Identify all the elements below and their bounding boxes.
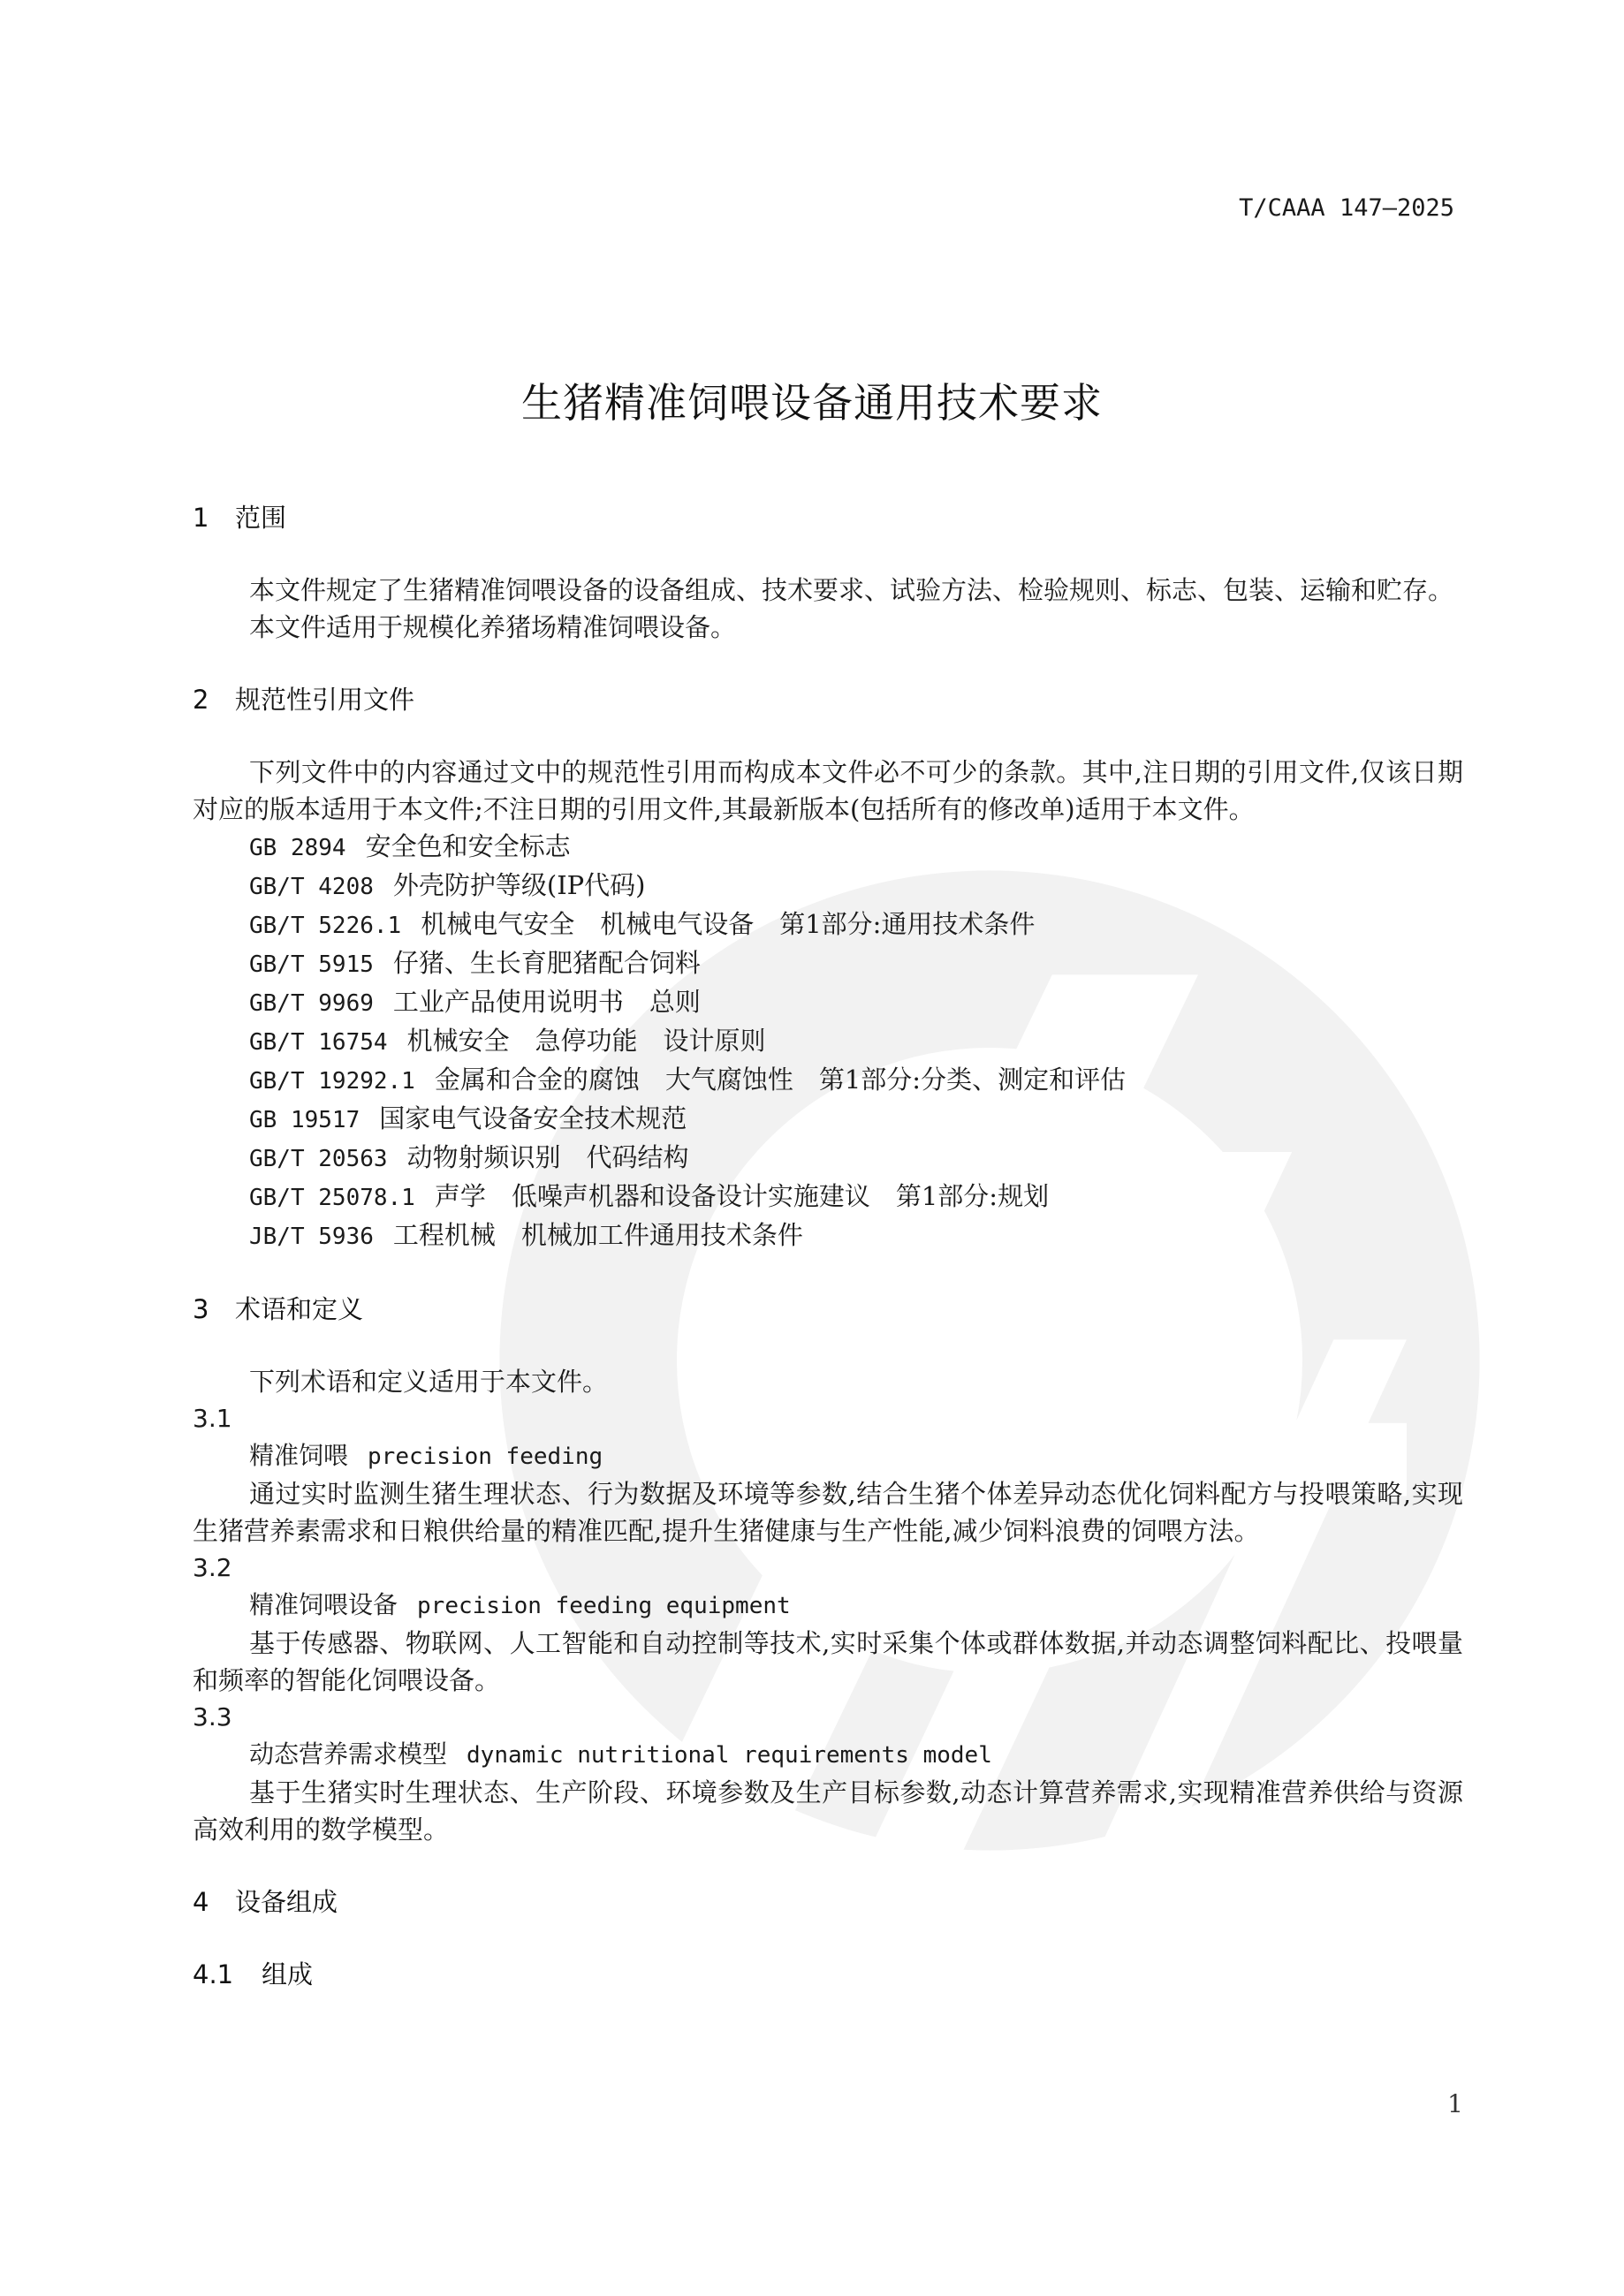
paragraph: 本文件适用于规模化养猪场精准饲喂设备。	[249, 612, 737, 642]
section-title: 规范性引用文件	[235, 685, 415, 715]
reference-code: GB 19517	[249, 1107, 360, 1133]
reference-item	[193, 1178, 1463, 1216]
term-name-zh: 精准饲喂	[249, 1441, 349, 1470]
reference-name: 安全色和安全标志	[365, 831, 571, 861]
subsection-number: 4.1	[193, 1959, 234, 1989]
reference-name: 工业产品使用说明书 总则	[392, 987, 701, 1017]
reference-item	[193, 906, 1463, 944]
reference-item	[193, 1139, 1463, 1178]
term-name-en: dynamic nutritional requirements model	[467, 1742, 992, 1769]
reference-item	[193, 1216, 1463, 1255]
term-entry	[193, 1550, 1463, 1699]
reference-list	[193, 828, 1463, 1255]
section-title: 设备组成	[235, 1887, 338, 1917]
reference-name: 金属和合金的腐蚀 大气腐蚀性 第1部分:分类、测定和评估	[434, 1065, 1127, 1095]
reference-code: GB/T 19292.1	[249, 1068, 415, 1095]
term-definition: 基于生猪实时生理状态、生产阶段、环境参数及生产目标参数,动态计算营养需求,实现精准营养供给与资源高效利用的数学模型。	[193, 1777, 1463, 1845]
term-entry	[193, 1699, 1463, 1848]
term-name	[193, 1437, 1463, 1475]
subsection-title: 组成	[262, 1959, 314, 1989]
reference-name: 声学 低噪声机器和设备设计实施建议 第1部分:规划	[434, 1181, 1050, 1211]
reference-name: 机械电气安全 机械电气设备 第1部分:通用技术条件	[421, 909, 1036, 939]
reference-name: 仔猪、生长育肥猪配合饲料	[392, 948, 701, 978]
reference-code: GB/T 25078.1	[249, 1185, 415, 1211]
reference-code: GB/T 5915	[249, 951, 374, 978]
reference-item	[193, 983, 1463, 1022]
reference-name: 工程机械 机械加工件通用技术条件	[392, 1220, 803, 1250]
page-number: 1	[1447, 2089, 1463, 2118]
section-number: 1	[193, 503, 209, 533]
section-heading-2	[193, 681, 1463, 718]
reference-item	[193, 828, 1463, 867]
term-name-en: precision feeding equipment	[417, 1593, 791, 1619]
section-number: 2	[193, 685, 209, 715]
paragraph: 本文件规定了生猪精准饲喂设备的设备组成、技术要求、试验方法、检验规则、标志、包装、运输和贮存。	[249, 575, 1454, 605]
reference-code: JB/T 5936	[249, 1224, 374, 1250]
reference-item	[193, 1100, 1463, 1139]
reference-name: 国家电气设备安全技术规范	[379, 1103, 687, 1133]
reference-item	[193, 867, 1463, 906]
reference-code: GB/T 4208	[249, 874, 374, 900]
reference-code: GB/T 16754	[249, 1029, 388, 1056]
term-number: 3.1	[193, 1404, 232, 1433]
reference-name: 机械安全 急停功能 设计原则	[406, 1026, 766, 1056]
subsection-heading-4-1	[193, 1956, 1463, 1993]
term-name-zh: 精准饲喂设备	[249, 1590, 398, 1619]
term-entry	[193, 1400, 1463, 1550]
reference-item	[193, 1061, 1463, 1100]
reference-item	[193, 944, 1463, 983]
paragraph: 下列术语和定义适用于本文件。	[249, 1367, 609, 1397]
reference-name: 外壳防护等级(IP代码)	[392, 870, 646, 900]
reference-name: 动物射频识别 代码结构	[406, 1142, 689, 1172]
term-name	[193, 1587, 1463, 1625]
section-heading-3	[193, 1291, 1463, 1328]
term-name-zh: 动态营养需求模型	[249, 1739, 448, 1769]
reference-code: GB/T 20563	[249, 1146, 388, 1172]
document-body	[193, 499, 1463, 1993]
document-title: 生猪精准饲喂设备通用技术要求	[521, 379, 1103, 427]
section-title: 范围	[235, 503, 287, 533]
section-heading-4	[193, 1883, 1463, 1921]
term-name	[193, 1736, 1463, 1774]
section-number: 4	[193, 1887, 209, 1917]
section-heading-1	[193, 499, 1463, 536]
term-definition: 通过实时监测生猪生理状态、行为数据及环境等参数,结合生猪个体差异动态优化饲料配方与投喂策略,实现生猪营养素需求和日粮供给量的精准匹配,提升生猪健康与生产性能,减少饲料浪费的饲喂方法。	[193, 1479, 1463, 1546]
term-definition: 基于传感器、物联网、人工智能和自动控制等技术,实时采集个体或群体数据,并动态调整饲料配比、投喂量和频率的智能化饲喂设备。	[193, 1628, 1463, 1695]
standard-code: T/CAAA 147—2025	[1239, 194, 1454, 222]
section-title: 术语和定义	[235, 1294, 364, 1324]
term-name-en: precision feeding	[368, 1444, 603, 1470]
reference-code: GB 2894	[249, 835, 346, 861]
paragraph: 下列文件中的内容通过文中的规范性引用而构成本文件必不可少的条款。其中,注日期的引用文件,仅该日期对应的版本适用于本文件;不注日期的引用文件,其最新版本(包括所有的修改单)适用于本文件。	[193, 757, 1463, 824]
section-number: 3	[193, 1294, 209, 1324]
term-number: 3.2	[193, 1553, 232, 1582]
term-number: 3.3	[193, 1702, 232, 1731]
reference-item	[193, 1022, 1463, 1061]
reference-code: GB/T 9969	[249, 990, 374, 1017]
reference-code: GB/T 5226.1	[249, 913, 402, 939]
